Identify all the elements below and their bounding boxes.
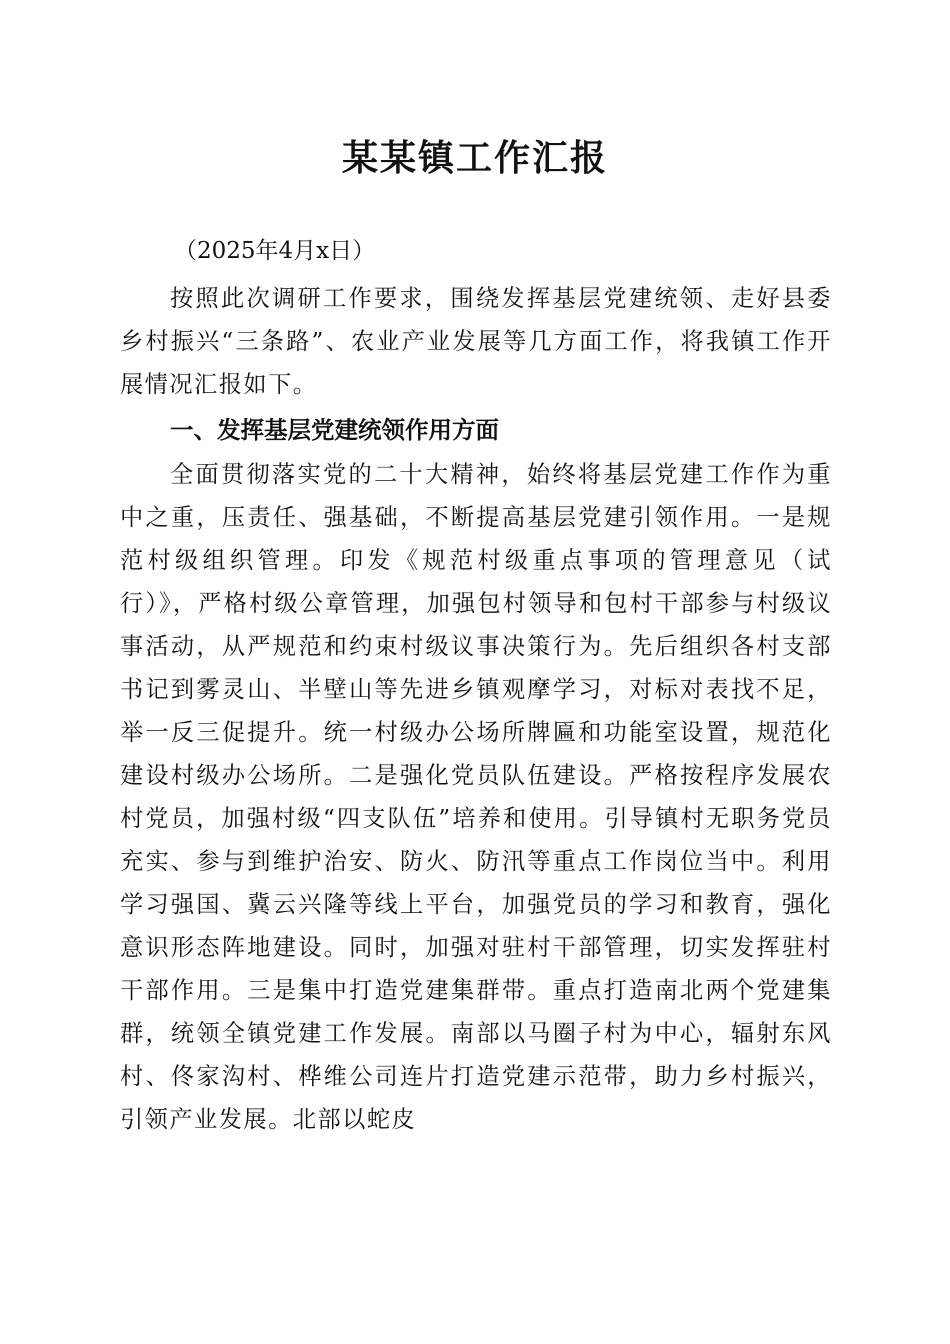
- document-date: （2025年4月x日）: [174, 238, 376, 264]
- section-heading-1: 一、发挥基层党建统领作用方面: [170, 416, 499, 444]
- section-1-paragraph: 全面贯彻落实党的二十大精神，始终将基层党建工作作为重中之重，压责任、强基础，不断提高基层党建引领作用。一是规范村级组织管理。印发《规范村级重点事项的管理意见（试行）》，严格村级公章管理，加强包村领导和包村干部参与村级议事活动，从严规范和约束村级议事决策行为。先后组织各村支部书记到雾灵山、半壁山等先进乡镇观摩学习，对标对表找不足，举一反三促提升。统一村级办公场所牌匾和功能室设置，规范化建设村级办公场所。二是强化党员队伍建设。严格按程序发展农村党员，加强村级“四支队伍”培养和使用。引导镇村无职务党员充实、参与到维护治安、防火、防汛等重点工作岗位当中。利用学习强国、冀云兴隆等线上平台，加强党员的学习和教育，强化意识形态阵地建设。同时，加强对驻村干部管理，切实发挥驻村干部作用。三是集中打造党建集群带。重点打造南北两个党建集群，统领全镇党建工作发展。南部以马圈子村为中心，辐射东风村、佟家沟村、桦维公司连片打造党建示范带，助力乡村振兴，引领产业发展。北部以蛇皮: [120, 461, 832, 1133]
- document-title: 某某镇工作汇报: [341, 137, 608, 179]
- intro-paragraph: 按照此次调研工作要求，围绕发挥基层党建统领、走好县委乡村振兴“三条路”、农业产业发展等几方面工作，将我镇工作开展情况汇报如下。: [120, 285, 832, 398]
